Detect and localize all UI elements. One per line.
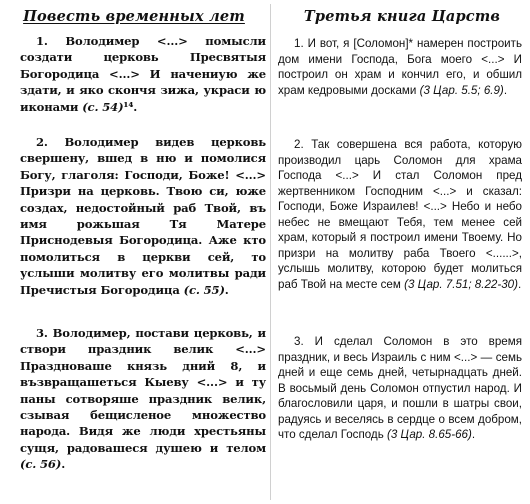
right-column-title: Третья книга Царств <box>303 8 501 25</box>
left-section-1-ref: (с. 54) <box>82 99 124 114</box>
right-section-1-tail: . <box>503 83 508 97</box>
column-divider <box>270 4 271 500</box>
left-section-3-ref: (с. 56) <box>20 457 62 472</box>
right-section-2-ref: (3 Цар. 7.51; 8.22-30) <box>404 277 518 291</box>
right-section-2-text: 2. Так совершена вся работа, которую производил царь Соломон для храма Господа <...> И стал Соломон пред жертвенником Господним <...> и сказал: Господи, Боже Израилев! <...> Небо и небо небес не вмещают Тебя, тем менее сей храм, который я построил имени Твоему. Но призри на молитву раба Твоего <......>, услышь молитву, которою будет молиться раб Твой на месте сем <box>278 138 522 291</box>
left-section-3-text: 3. Володимер, постави церковь, и створи праздник велик <...> Праздноваше князь дний 8, и възвращашеться Кыеву <...> и ту паны сотворяше праздник велик, сзывая бещисленое множество народа. Видя же люди хрестьяны сущя, радовашеся душею и телом <box>20 326 266 455</box>
right-section-2-tail: . <box>517 277 522 291</box>
right-section-1-ref: (3 Цар. 5.5; 6.9) <box>419 83 504 97</box>
left-section-2 <box>20 134 266 298</box>
right-section-2 <box>278 137 522 292</box>
left-section-2-text: 2. Володимер видев церковь свершену, вшед в ню и помолися Богу, глаголя: Господи, Боже! <...> Призри на церковь. Твою си, юже создах, недостойный раб Твой, въ имя рожьшая Тя Матере Приснодевыя Богородица. Аже кто помолиться в церкви сей, то услыши молитву его молитвы ради Пречистыя Богородица <box>20 135 266 297</box>
left-section-3 <box>20 325 266 473</box>
left-section-1-text: 1. Володимер <...> помысли создати церковь Пресвятыя Богородица <...> И начениую же здати, и яко скончя зижа, украси ю иконами <box>20 34 266 114</box>
left-column-title: Повесть временных лет <box>23 8 245 25</box>
left-section-2-tail: . <box>224 282 229 297</box>
right-section-3-ref: (3 Цар. 8.65-66) <box>386 428 472 441</box>
left-section-3-tail: . <box>61 457 66 472</box>
right-section-1 <box>278 36 522 98</box>
left-section-1-tail: ¹⁴. <box>123 99 138 114</box>
right-section-1-text: 1. И вот, я [Соломон]* намерен построить дом имени Господа, Бога моего <...> И построил он храм и кончил его, и обшил храм кедровыми досками <box>278 37 522 97</box>
left-section-1 <box>20 33 266 115</box>
left-section-2-ref: (с. 55) <box>183 282 225 297</box>
right-section-3 <box>278 334 522 443</box>
right-section-3-text: 3. И сделал Соломон в это время праздник, и весь Израиль с ним <...> — семь дней и еще семь дней, четырнадцать дней. В восьмый день Соломон отпустил народ. И благословили царя, и пошли в шатры свои, радуясь и веселясь в сердце о всем добром, что сделал Господь <box>278 335 522 441</box>
right-section-3-tail: . <box>471 428 476 441</box>
